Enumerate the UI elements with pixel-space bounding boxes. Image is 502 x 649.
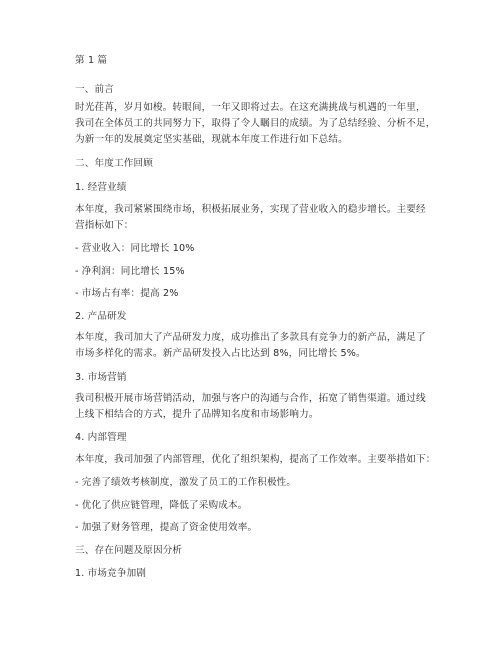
rnd-paragraph (75, 330, 475, 362)
item-heading-marketing: 3. 市场营销 (75, 372, 127, 383)
performance-line: 本年度，我司紧紧围绕市场，积极拓展业务，实现了营业收入的稳步增长。主要经 (75, 204, 426, 215)
section-heading-review: 二、年度工作回顾 (75, 158, 153, 169)
performance-paragraph (75, 202, 475, 234)
section-heading-problems: 三、存在问题及原因分析 (75, 545, 183, 556)
section-heading-intro: 一、前言 (75, 84, 114, 95)
bullet-revenue: - 营业收入：同比增长 10% (75, 243, 195, 254)
bullet-supply-chain: - 优化了供应链管理，降低了采购成本。 (75, 500, 248, 511)
chapter-label: 第 1 篇 (75, 55, 108, 66)
intro-paragraph (75, 100, 475, 148)
bullet-net-profit: - 净利润：同比增长 15% (75, 266, 185, 277)
management-paragraph: 本年度，我司加强了内部管理，优化了组织架构，提高了工作效率。主要举措如下： (75, 454, 436, 465)
item-heading-rnd: 2. 产品研发 (75, 311, 127, 322)
marketing-line: 我司积极开展市场营销活动，加强与客户的沟通与合作，拓宽了销售渠道。通过线 (75, 393, 426, 404)
marketing-paragraph (75, 391, 475, 423)
bullet-performance-review: - 完善了绩效考核制度，激发了员工的工作积极性。 (75, 477, 297, 488)
rnd-line: 市场多样化的需求。新产品研发投入占比达到 8%，同比增长 5%。 (75, 348, 366, 359)
rnd-line: 本年度，我司加大了产品研发力度，成功推出了多款具有竞争力的新产品，满足了 (75, 332, 426, 343)
performance-line: 营指标如下： (75, 220, 134, 231)
bullet-finance: - 加强了财务管理，提高了资金使用效率。 (75, 522, 258, 533)
intro-line: 为新一年的发展奠定坚实基础，现就本年度工作进行如下总结。 (75, 134, 348, 145)
intro-line: 时光荏苒，岁月如梭。转眼间，一年又即将过去。在这充满挑战与机遇的一年里， (75, 102, 426, 113)
item-heading-performance: 1. 经营业绩 (75, 182, 127, 193)
bullet-market-share: - 市场占有率：提高 2% (75, 288, 179, 299)
item-heading-management: 4. 内部管理 (75, 432, 127, 443)
item-heading-competition: 1. 市场竞争加剧 (75, 568, 147, 579)
intro-line: 我司在全体员工的共同努力下，取得了令人瞩目的成绩。为了总结经验、分析不足， (75, 118, 436, 129)
marketing-line: 上线下相结合的方式，提升了品牌知名度和市场影响力。 (75, 409, 319, 420)
